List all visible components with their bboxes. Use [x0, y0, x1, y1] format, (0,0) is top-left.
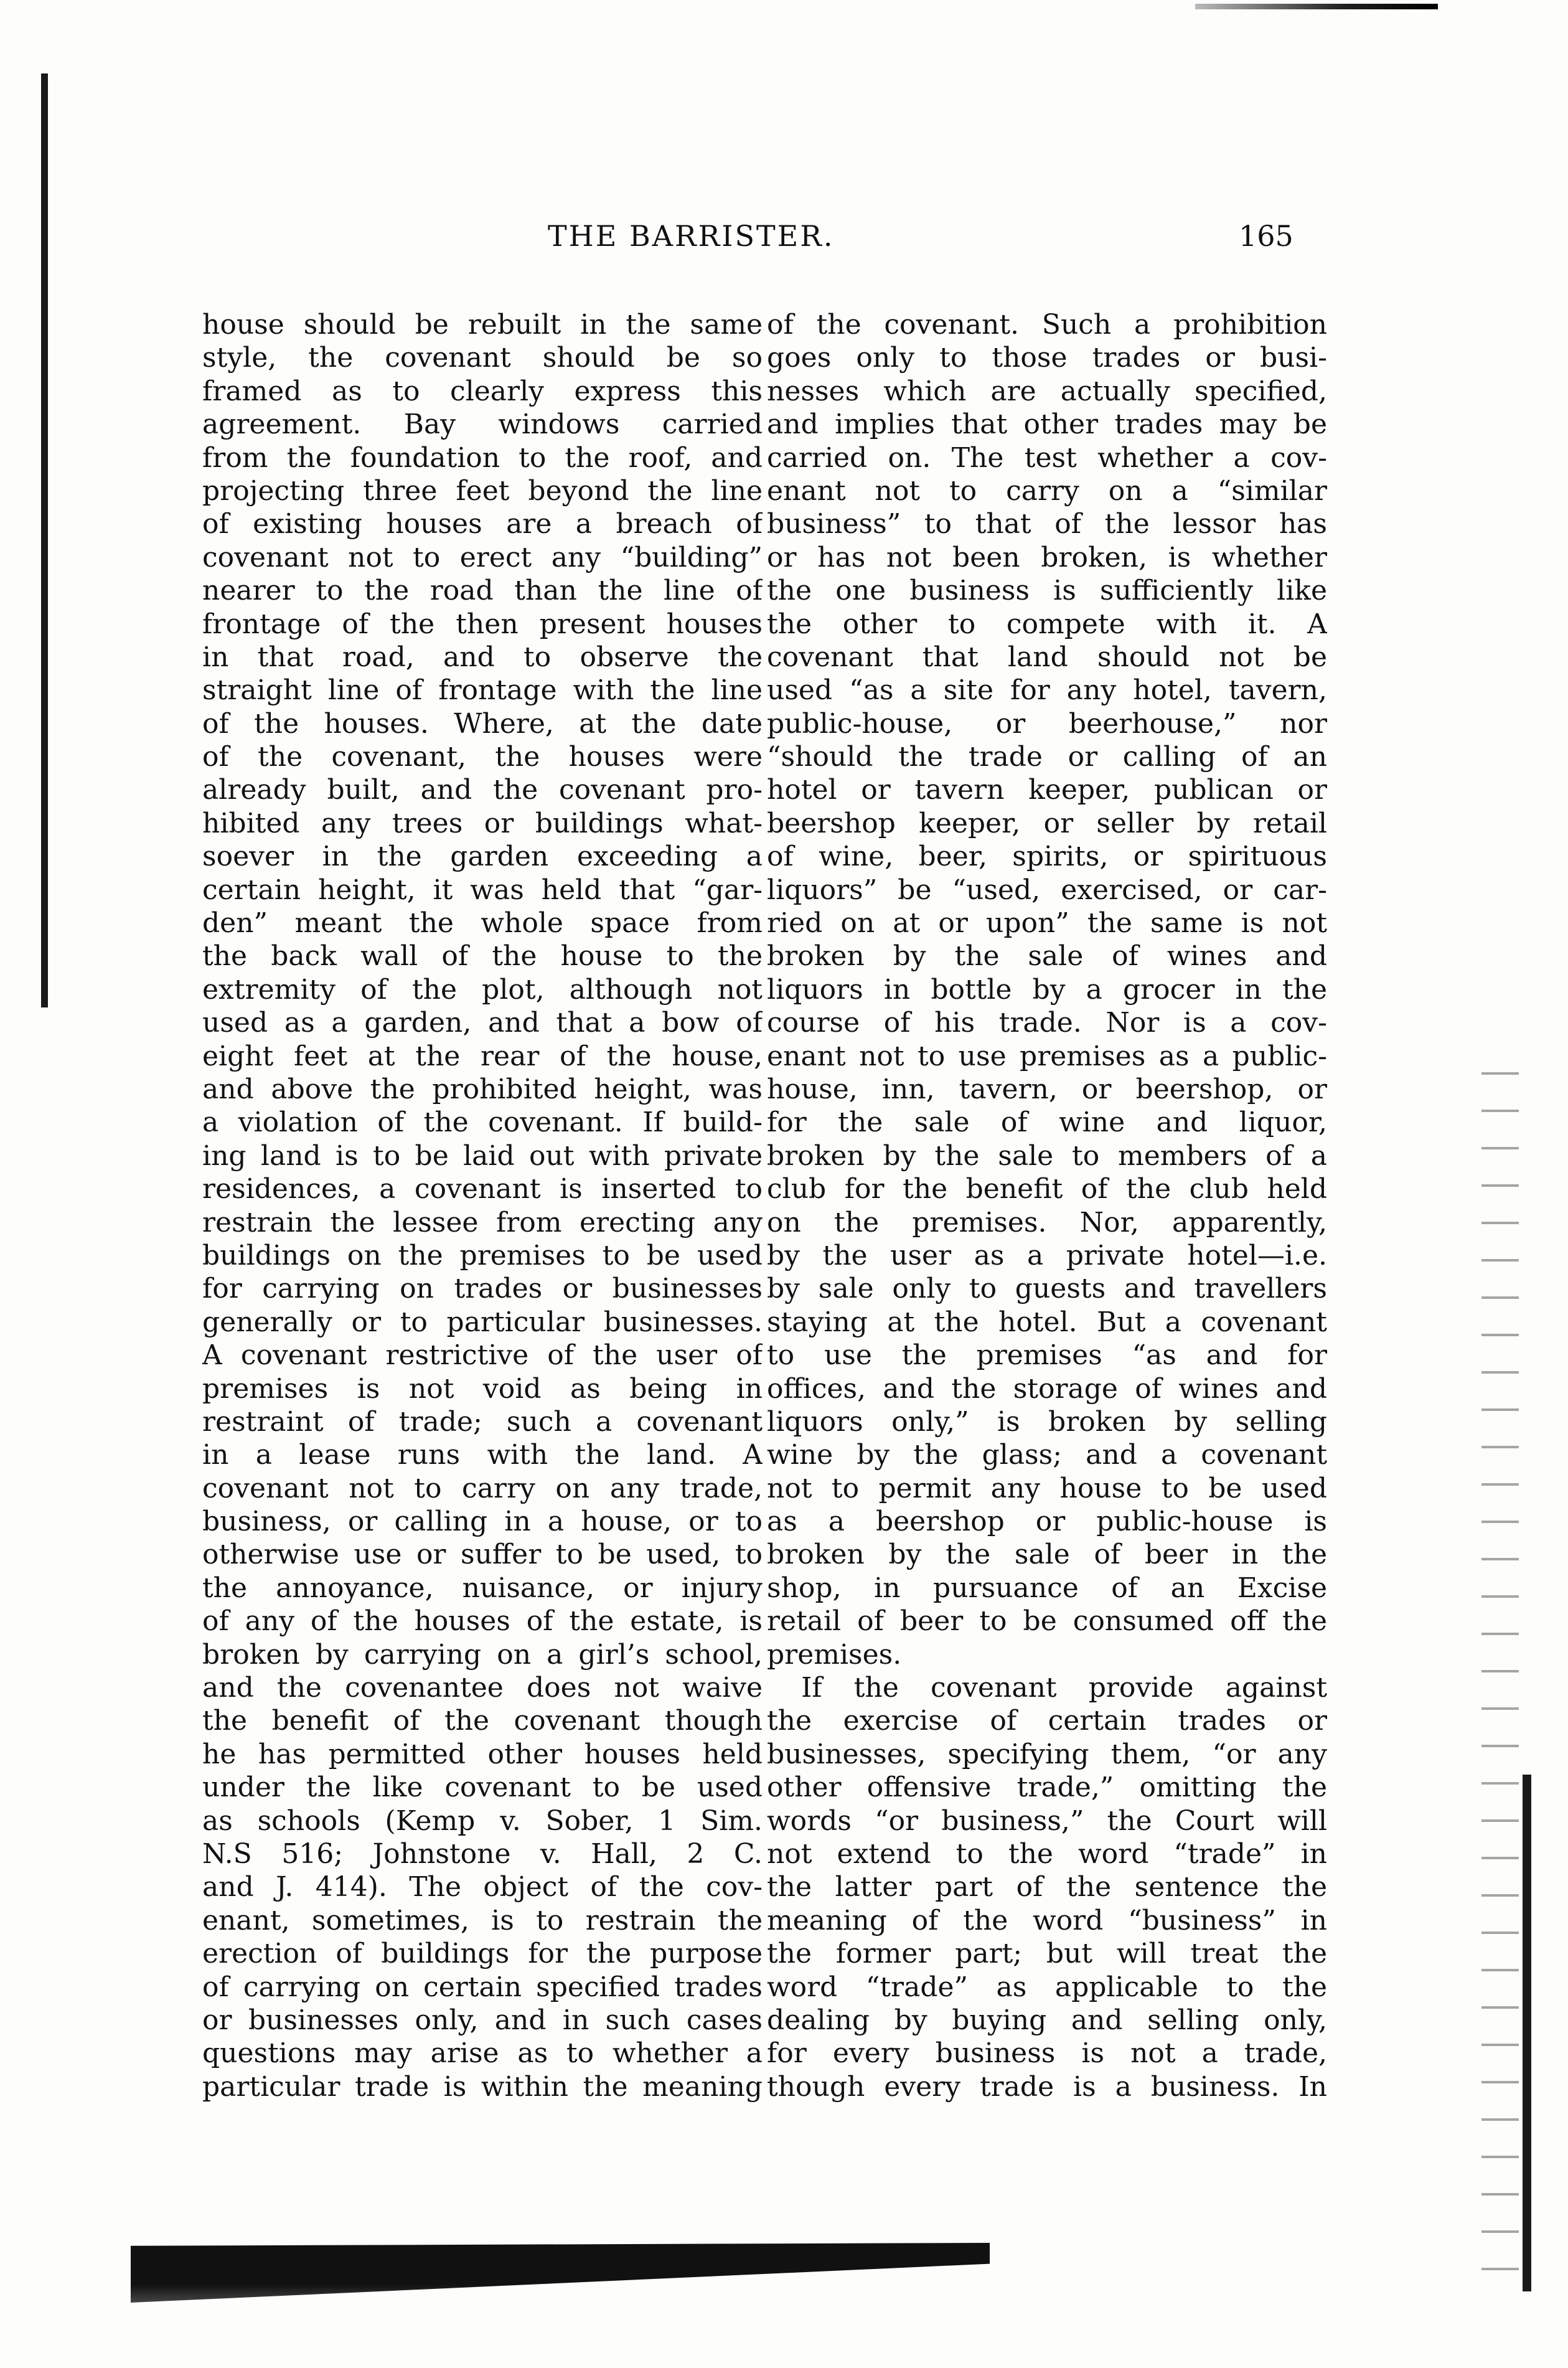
text-line: restraint of trade; such a covenant [202, 1405, 763, 1438]
scan-artifact-bottom-bar [131, 2243, 990, 2303]
text-line: broken by the sale of beer in the [767, 1539, 1327, 1571]
text-line: eight feet at the rear of the house, [202, 1040, 763, 1072]
text-line: to use the premises “as and for [767, 1339, 1327, 1372]
text-line: wine by the glass; and a covenant [767, 1439, 1327, 1471]
text-line: and above the prohibited height, was [202, 1073, 763, 1105]
text-line: certain height, it was held that “gar- [202, 874, 763, 906]
text-line: generally or to particular businesses. [202, 1306, 763, 1338]
text-line: of the covenant. Such a prohibition [767, 309, 1327, 341]
text-line: for every business is not a trade, [767, 2037, 1327, 2070]
text-line: N.S 516; Johnstone v. Hall, 2 C. [202, 1837, 763, 1870]
text-line: ing land is to be laid out with private [202, 1139, 763, 1172]
text-line: projecting three feet beyond the line [202, 474, 763, 507]
text-line: under the like covenant to be used [202, 1771, 763, 1804]
text-line: of the houses. Where, at the date [202, 707, 763, 740]
text-line: words “or business,” the Court will [767, 1804, 1327, 1837]
text-line: style, the covenant should be so [202, 342, 763, 374]
text-line: used “as a site for any hotel, tavern, [767, 674, 1327, 707]
text-line: If the covenant provide against [801, 1672, 1327, 1704]
text-line: public-house, or beerhouse,” nor [767, 707, 1327, 740]
text-line: for carrying on trades or businesses [202, 1273, 763, 1305]
text-line: covenant that land should not be [767, 641, 1327, 673]
text-line: the annoyance, nuisance, or injury [202, 1572, 763, 1604]
text-line: liquors” be “used, exercised, or car- [767, 874, 1327, 906]
left-text-column [202, 308, 763, 2103]
text-line: otherwise use or suffer to be used, to [202, 1539, 763, 1571]
text-line: in that road, and to observe the [202, 641, 763, 673]
text-line: liquors in bottle by a grocer in the [767, 973, 1327, 1006]
text-line: premises is not void as being in [202, 1372, 763, 1405]
scan-artifact-right-speckle [1481, 1059, 1519, 2291]
text-line: and the covenantee does not waive [202, 1672, 763, 1704]
text-line: other offensive trade,” omitting the [767, 1771, 1327, 1804]
text-line: though every trade is a business. In [767, 2070, 1327, 2103]
text-line: or has not been broken, is whether [767, 541, 1327, 573]
text-line: hotel or tavern keeper, publican or [767, 774, 1327, 806]
scan-artifact-right-bar [1523, 1775, 1531, 2291]
text-line: restrain the lessee from erecting any [202, 1206, 763, 1238]
text-line: the back wall of the house to the [202, 940, 763, 973]
text-line: buildings on the premises to be used [202, 1239, 763, 1271]
text-line: broken by carrying on a girl’s school, [202, 1638, 763, 1671]
text-line: nesses which are actually specified, [767, 375, 1327, 407]
text-line: a violation of the covenant. If build- [202, 1106, 763, 1139]
text-line: or businesses only, and in such cases [202, 2004, 763, 2036]
text-line: not to permit any house to be used [767, 1472, 1327, 1504]
text-line: of carrying on certain specified trades [202, 1971, 763, 2003]
text-line: meaning of the word “business” in [767, 1904, 1327, 1936]
text-line: erection of buildings for the purpose [202, 1938, 763, 1970]
text-line: beershop keeper, or seller by retail [767, 807, 1327, 839]
text-line: club for the benefit of the club held [767, 1173, 1327, 1205]
text-line: extremity of the plot, although not [202, 973, 763, 1006]
page-number: 165 [1239, 219, 1293, 253]
text-line: staying at the hotel. But a covenant [767, 1306, 1327, 1338]
scan-artifact-left-bar [41, 73, 48, 1007]
text-line: the benefit of the covenant though [202, 1705, 763, 1737]
text-line: for the sale of wine and liquor, [767, 1106, 1327, 1139]
text-line: residences, a covenant is inserted to [202, 1173, 763, 1205]
text-line: particular trade is within the meaning [202, 2070, 763, 2103]
text-line: of the covenant, the houses were [202, 741, 763, 773]
text-line: business, or calling in a house, or to [202, 1506, 763, 1538]
text-line: word “trade” as applicable to the [767, 1971, 1327, 2003]
text-line: goes only to those trades or busi- [767, 342, 1327, 374]
text-line: enant not to carry on a “similar [767, 474, 1327, 507]
right-text-column [767, 308, 1327, 2103]
text-line: the former part; but will treat the [767, 1938, 1327, 1970]
text-line: as a beershop or public-house is [767, 1506, 1327, 1538]
text-line: the latter part of the sentence the [767, 1871, 1327, 1903]
running-title: THE BARRISTER. [548, 219, 835, 253]
text-line: framed as to clearly express this [202, 375, 763, 407]
text-line: hibited any trees or buildings what- [202, 807, 763, 839]
text-line: of wine, beer, spirits, or spirituous [767, 841, 1327, 873]
text-line: as schools (Kemp v. Sober, 1 Sim. [202, 1804, 763, 1837]
text-line: ried on at or upon” the same is not [767, 907, 1327, 940]
text-line: business” to that of the lessor has [767, 508, 1327, 540]
text-line: straight line of frontage with the line [202, 674, 763, 707]
text-line: the one business is sufficiently like [767, 575, 1327, 607]
text-line: not extend to the word “trade” in [767, 1837, 1327, 1870]
text-line: premises. [767, 1638, 902, 1671]
text-line: enant not to use premises as a public- [767, 1040, 1327, 1072]
text-line: questions may arise as to whether a [202, 2037, 763, 2070]
text-line: frontage of the then present houses [202, 608, 763, 640]
text-line: and implies that other trades may be [767, 408, 1327, 441]
text-line: the other to compete with it. A [767, 608, 1327, 640]
text-line: house should be rebuilt in the same [202, 309, 763, 341]
text-line: businesses, specifying them, “or any [767, 1738, 1327, 1770]
text-line: offices, and the storage of wines and [767, 1372, 1327, 1405]
text-line: course of his trade. Nor is a cov- [767, 1007, 1327, 1039]
text-line: A covenant restrictive of the user of [202, 1339, 763, 1372]
text-line: the exercise of certain trades or [767, 1705, 1327, 1737]
text-line: agreement. Bay windows carried [202, 408, 763, 441]
text-line: house, inn, tavern, or beershop, or [767, 1073, 1327, 1105]
text-line: dealing by buying and selling only, [767, 2004, 1327, 2036]
text-line: enant, sometimes, is to restrain the [202, 1904, 763, 1936]
text-line: nearer to the road than the line of [202, 575, 763, 607]
text-line: covenant not to erect any “building” [202, 541, 763, 573]
text-line: liquors only,” is broken by selling [767, 1405, 1327, 1438]
text-line: from the foundation to the roof, and [202, 441, 763, 474]
text-line: in a lease runs with the land. A [202, 1439, 763, 1471]
text-line: of any of the houses of the estate, is [202, 1605, 763, 1638]
page-header [0, 219, 1568, 263]
text-line: and J. 414). The object of the cov- [202, 1871, 763, 1903]
text-line: soever in the garden exceeding a [202, 841, 763, 873]
text-line: he has permitted other houses held [202, 1738, 763, 1770]
text-line: carried on. The test whether a cov- [767, 441, 1327, 474]
text-line: covenant not to carry on any trade, [202, 1472, 763, 1504]
text-line: den” meant the whole space from [202, 907, 763, 940]
text-line: of existing houses are a breach of [202, 508, 763, 540]
text-line: already built, and the covenant pro- [202, 774, 763, 806]
text-line: by sale only to guests and travellers [767, 1273, 1327, 1305]
text-line: retail of beer to be consumed off the [767, 1605, 1327, 1638]
text-line: “should the trade or calling of an [767, 741, 1327, 773]
text-line: on the premises. Nor, apparently, [767, 1206, 1327, 1238]
scan-artifact-top-line [1195, 4, 1438, 9]
text-line: shop, in pursuance of an Excise [767, 1572, 1327, 1604]
text-line: used as a garden, and that a bow of [202, 1007, 763, 1039]
text-line: by the user as a private hotel—i.e. [767, 1239, 1327, 1271]
text-line: broken by the sale to members of a [767, 1139, 1327, 1172]
text-line: broken by the sale of wines and [767, 940, 1327, 973]
